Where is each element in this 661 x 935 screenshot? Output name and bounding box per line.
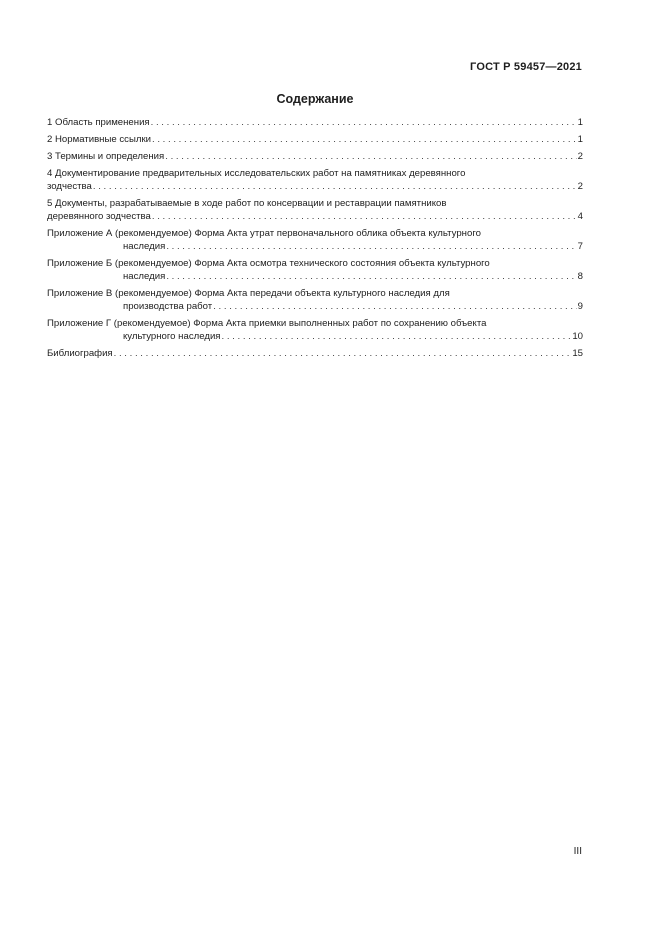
toc-entry-text: Приложение Б (рекомендуемое) Форма Акта осмотра технического состояния объекта культурного: [47, 258, 490, 269]
toc-entry-text: 2 Нормативные ссылки: [47, 134, 152, 145]
toc-entry-text: Библиография: [47, 348, 113, 359]
toc-entry-text: зодчества: [47, 181, 92, 192]
toc-entry-page: 15: [572, 348, 583, 359]
toc-entry-text: Приложение В (рекомендуемое) Форма Акта передачи объекта культурного наследия для: [47, 288, 450, 299]
toc-entry[interactable]: [47, 287, 583, 313]
page-number: III: [573, 846, 582, 857]
table-of-contents: [47, 116, 583, 364]
dot-leader: [151, 116, 577, 129]
toc-title: Содержание: [276, 92, 354, 106]
dot-leader: [93, 180, 577, 193]
toc-entry-page: 9: [577, 301, 583, 312]
toc-entry-text: 1 Область применения: [47, 117, 150, 128]
toc-entry-page: 7: [577, 241, 583, 252]
toc-entry-page: 1: [577, 117, 583, 128]
toc-entry[interactable]: [47, 116, 583, 129]
dot-leader: [222, 330, 572, 343]
toc-entry-text: 3 Термины и определения: [47, 151, 165, 162]
toc-entry-page: 2: [577, 151, 583, 162]
dot-leader: [213, 300, 576, 313]
toc-entry[interactable]: [47, 133, 583, 146]
dot-leader: [166, 270, 576, 283]
toc-entry-page: 1: [577, 134, 583, 145]
toc-entry[interactable]: [47, 227, 583, 253]
dot-leader: [166, 240, 576, 253]
toc-entry-text: наследия: [123, 271, 166, 282]
toc-entry[interactable]: [47, 167, 583, 193]
toc-entry-page: 4: [577, 211, 583, 222]
toc-entry[interactable]: [47, 257, 583, 283]
toc-entry-text: производства работ: [123, 301, 213, 312]
toc-entry[interactable]: [47, 347, 583, 360]
toc-entry[interactable]: [47, 197, 583, 223]
dot-leader: [152, 210, 577, 223]
standard-code: ГОСТ Р 59457—2021: [470, 61, 582, 73]
toc-entry-page: 8: [577, 271, 583, 282]
toc-entry-text: деревянного зодчества: [47, 211, 151, 222]
dot-leader: [114, 347, 572, 360]
toc-entry-text: 4 Документирование предварительных исследовательских работ на памятниках деревянного: [47, 168, 466, 179]
toc-entry-text: Приложение А (рекомендуемое) Форма Акта утрат первоначального облика объекта культурного: [47, 228, 481, 239]
toc-entry-text: культурного наследия: [123, 331, 221, 342]
dot-leader: [165, 150, 576, 163]
toc-entry-text: Приложение Г (рекомендуемое) Форма Акта приемки выполненных работ по сохранению объекта: [47, 318, 487, 329]
toc-entry-text: 5 Документы, разрабатываемые в ходе работ по консервации и реставрации памятников: [47, 198, 447, 209]
toc-entry-page: 2: [577, 181, 583, 192]
toc-entry[interactable]: [47, 150, 583, 163]
toc-entry-text: наследия: [123, 241, 166, 252]
dot-leader: [152, 133, 577, 146]
toc-entry[interactable]: [47, 317, 583, 343]
toc-entry-page: 10: [572, 331, 583, 342]
